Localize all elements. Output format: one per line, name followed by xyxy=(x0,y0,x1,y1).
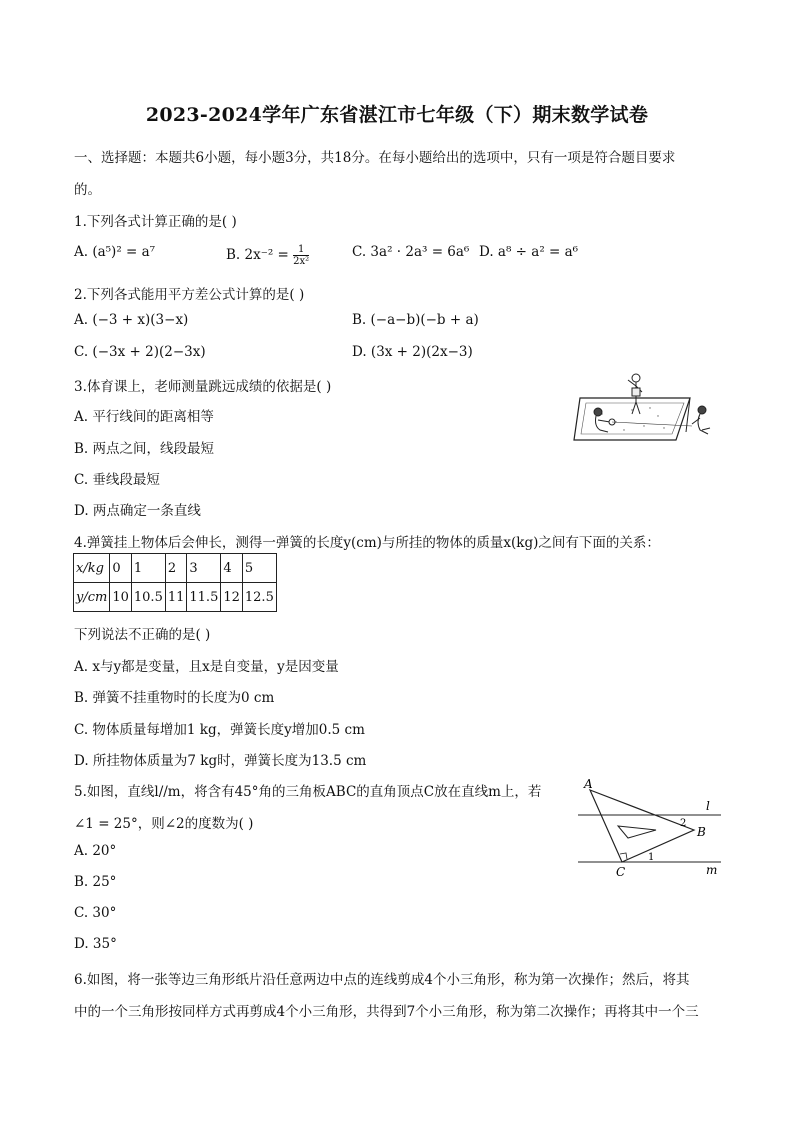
q2-option-d: D. (3x + 2)(2x−3) xyxy=(352,344,473,360)
section-heading-line-2: 的。 xyxy=(74,182,101,198)
label-angle-1: 1 xyxy=(648,852,655,863)
q6-stem-line-2: 中的一个三角形按同样方式再剪成4个小三角形，共得到7个小三角形，称为第二次操作；再将其中一个三 xyxy=(74,1004,699,1020)
q1-option-b-fraction xyxy=(293,244,309,267)
q1-option-a: A. (a⁵)² = a⁷ xyxy=(74,244,156,260)
q2-stem: 2.下列各式能用平方差公式计算的是( ) xyxy=(74,287,305,303)
triangle-parallel-lines-figure xyxy=(576,778,726,878)
table-cell: 4 xyxy=(221,554,243,583)
fraction-denominator: 2x² xyxy=(293,256,310,267)
q1-stem: 1.下列各式计算正确的是( ) xyxy=(74,214,237,230)
q4-stem: 4.弹簧挂上物体后会伸长，测得一弹簧的长度y(cm)与所挂的物体的质量x(kg)之间有下面的关系： xyxy=(74,535,660,551)
label-a: A xyxy=(584,778,593,791)
q5-option-a: A. 20° xyxy=(74,843,117,859)
q4-option-a: A. x与y都是变量，且x是自变量，y是因变量 xyxy=(74,659,339,675)
q4-sub-question: 下列说法不正确的是( ) xyxy=(74,627,211,643)
table-cell: 0 xyxy=(110,554,132,583)
table-cell: 10 xyxy=(110,583,132,612)
exam-title: 2023-2024学年广东省湛江市七年级（下）期末数学试卷 xyxy=(145,104,649,126)
table-cell: 10.5 xyxy=(131,583,165,612)
table-row xyxy=(74,554,277,583)
q5-stem-line-1: 5.如图，直线l//m，将含有45°角的三角板ABC的直角顶点C放在直线m上，若 xyxy=(74,784,542,800)
q2-option-b: B. (−a−b)(−b + a) xyxy=(352,312,479,328)
q1-option-d: D. a⁸ ÷ a² = a⁶ xyxy=(479,244,579,260)
q5-option-b: B. 25° xyxy=(74,874,117,890)
standing-student xyxy=(628,374,642,414)
q5-stem-line-2: ∠1 = 25°，则∠2的度数为( ) xyxy=(74,816,254,832)
triangle-abc xyxy=(590,790,694,862)
table-cell: y/cm xyxy=(74,583,110,612)
table-cell: 12 xyxy=(221,583,243,612)
q1-option-c: C. 3a² · 2a³ = 6a⁶ xyxy=(352,244,470,260)
label-b: B xyxy=(697,825,706,839)
table-row xyxy=(74,583,277,612)
q6-stem-line-1: 6.如图，将一张等边三角形纸片沿任意两边中点的连线剪成4个小三角形，称为第一次操作；然后，将其 xyxy=(74,972,690,988)
q5-option-c: C. 30° xyxy=(74,905,117,921)
crouching-student-right xyxy=(686,398,710,434)
table-cell: 11.5 xyxy=(187,583,221,612)
triangle-inner-cutout xyxy=(618,826,656,838)
q5-option-d: D. 35° xyxy=(74,936,117,952)
long-jump-illustration xyxy=(572,370,722,450)
table-cell: x/kg xyxy=(74,554,110,583)
q4-option-d: D. 所挂物体质量为7 kg时，弹簧长度为13.5 cm xyxy=(74,753,367,769)
q4-option-c: C. 物体质量每增加1 kg，弹簧长度y增加0.5 cm xyxy=(74,722,365,738)
q3-stem: 3.体育课上，老师测量跳远成绩的依据是( ) xyxy=(74,379,332,395)
q1-option-b xyxy=(226,244,309,267)
table-cell: 11 xyxy=(165,583,187,612)
section-heading-line-1: 一、选择题：本题共6小题，每小题3分，共18分。在每小题给出的选项中，只有一项是符合题目要求 xyxy=(74,150,676,166)
right-angle-mark xyxy=(620,853,627,859)
q2-option-c: C. (−3x + 2)(2−3x) xyxy=(74,344,206,360)
table-cell: 12.5 xyxy=(242,583,276,612)
table-cell: 2 xyxy=(165,554,187,583)
table-cell: 5 xyxy=(242,554,276,583)
table-cell: 1 xyxy=(131,554,165,583)
label-m: m xyxy=(706,863,718,877)
q3-option-a: A. 平行线间的距离相等 xyxy=(74,409,214,425)
spring-data-table xyxy=(73,553,277,612)
q3-option-c: C. 垂线段最短 xyxy=(74,472,160,488)
label-angle-2: 2 xyxy=(680,818,687,829)
label-c: C xyxy=(616,865,626,878)
crouching-student-left xyxy=(594,408,615,432)
q1-option-b-text: B. 2x⁻² = xyxy=(226,247,294,263)
q4-option-b: B. 弹簧不挂重物时的长度为0 cm xyxy=(74,690,275,706)
table-cell: 3 xyxy=(187,554,221,583)
q3-option-b: B. 两点之间，线段最短 xyxy=(74,441,215,457)
q2-option-a: A. (−3 + x)(3−x) xyxy=(74,312,189,328)
sand-pit-inner xyxy=(581,403,684,434)
measuring-tape xyxy=(612,422,692,426)
q3-option-d: D. 两点确定一条直线 xyxy=(74,503,201,519)
label-l: l xyxy=(706,799,710,813)
fraction-numerator: 1 xyxy=(293,244,309,256)
